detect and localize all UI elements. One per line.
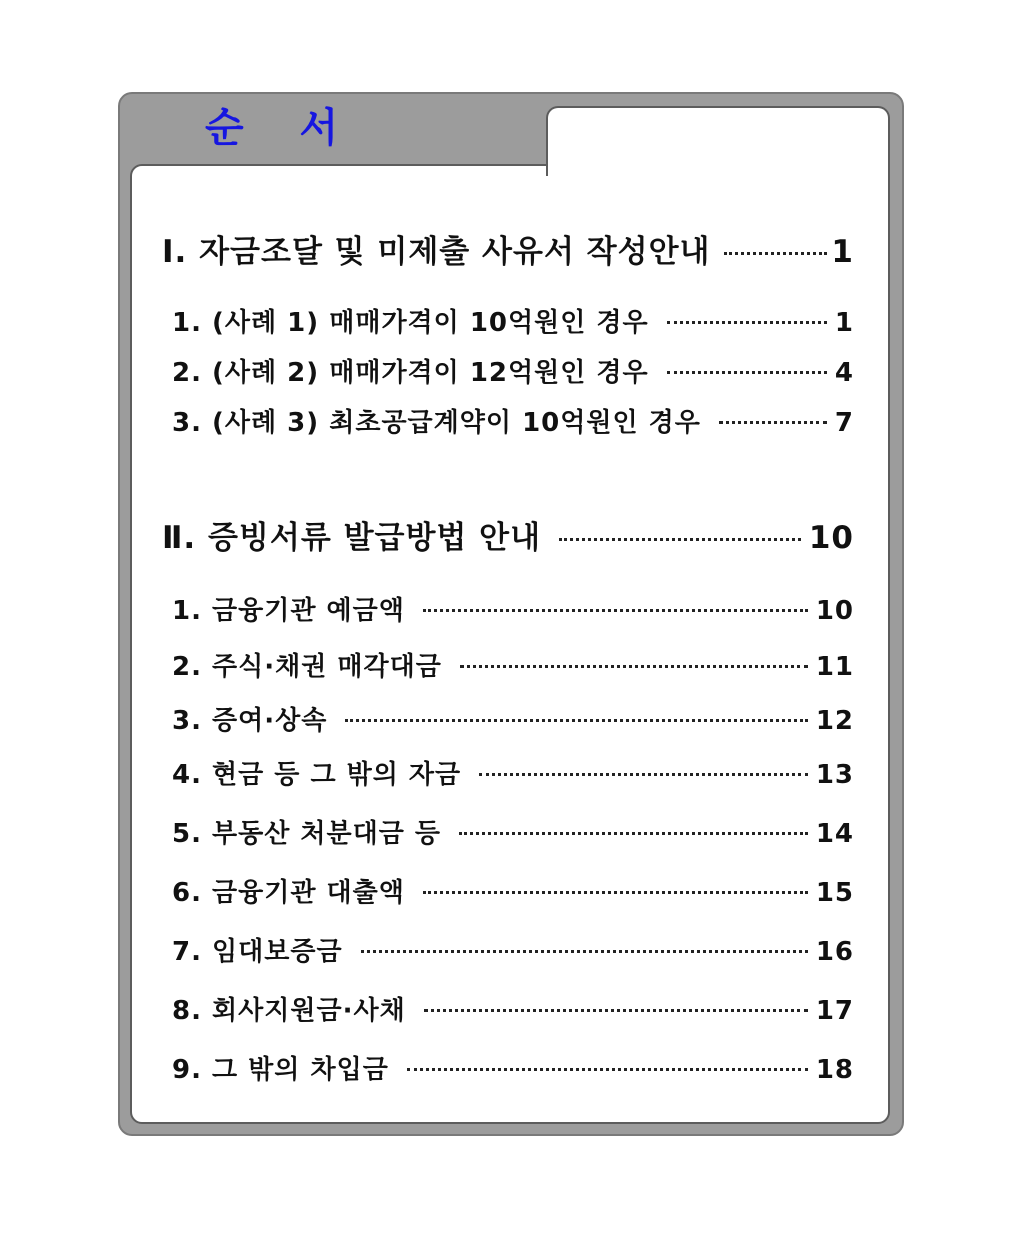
toc-item-page: 11 (815, 652, 854, 682)
toc-item-label: 8. 회사지원금·사채 (172, 996, 406, 1026)
section-1-page: 1 (831, 234, 854, 270)
toc-item-label: 2. (사례 2) 매매가격이 12억원인 경우 (172, 358, 649, 388)
dot-leader (361, 950, 808, 953)
dot-leader (423, 891, 808, 894)
toc-item-label: 1. (사례 1) 매매가격이 10억원인 경우 (172, 308, 649, 338)
toc-item-page: 14 (815, 819, 854, 849)
toc-item-label: 1. 금융기관 예금액 (172, 596, 405, 626)
toc-item-page: 15 (815, 878, 854, 908)
dot-leader (719, 421, 827, 424)
toc-item-label: 5. 부동산 처분대금 등 (172, 819, 442, 849)
toc-item[interactable] (172, 402, 854, 439)
dot-leader (559, 538, 801, 541)
toc-item-page: 10 (815, 596, 854, 626)
toc-item-label: 4. 현금 등 그 밖의 자금 (172, 760, 462, 790)
dot-leader (479, 773, 808, 776)
toc-item[interactable] (172, 352, 854, 389)
dot-leader (724, 252, 827, 255)
toc-item-label: 3. (사례 3) 최초공급계약이 10억원인 경우 (172, 408, 701, 438)
tab-joint (548, 162, 888, 178)
toc-item-page: 17 (815, 996, 854, 1026)
toc-item-label: 7. 임대보증금 (172, 937, 343, 967)
toc-item[interactable] (172, 700, 854, 737)
toc-item-label: 3. 증여·상속 (172, 706, 328, 736)
toc-item-page: 1 (834, 308, 854, 338)
toc-item[interactable] (172, 872, 854, 909)
section-2-label: Ⅱ. 증빙서류 발급방법 안내 (162, 520, 542, 556)
toc-item[interactable] (172, 302, 854, 339)
toc-item[interactable] (172, 754, 854, 791)
dot-leader (459, 832, 808, 835)
toc-item[interactable] (172, 990, 854, 1027)
dot-leader (667, 321, 827, 324)
section-1-label: Ⅰ. 자금조달 및 미제출 사유서 작성안내 (162, 234, 711, 270)
toc-item[interactable] (172, 646, 854, 683)
toc-item-label: 2. 주식·채권 매각대금 (172, 652, 442, 682)
dot-leader (345, 719, 807, 722)
dot-leader (423, 609, 808, 612)
section-2-page: 10 (808, 520, 854, 556)
toc-item-label: 6. 금융기관 대출액 (172, 878, 405, 908)
toc-item[interactable] (172, 590, 854, 627)
toc-item[interactable] (172, 931, 854, 968)
toc-item-page: 16 (815, 937, 854, 967)
dot-leader (667, 371, 827, 374)
dot-leader (460, 665, 808, 668)
toc-section-1[interactable] (162, 226, 854, 271)
toc-item-page: 18 (815, 1055, 854, 1085)
toc-item-page: 13 (815, 760, 854, 790)
dot-leader (424, 1009, 808, 1012)
toc-item-label: 9. 그 밖의 차입금 (172, 1055, 389, 1085)
toc-item[interactable] (172, 1049, 854, 1086)
dot-leader (407, 1068, 808, 1071)
toc-item-page: 12 (815, 706, 854, 736)
toc-item-page: 7 (834, 408, 854, 438)
toc-item-page: 4 (834, 358, 854, 388)
toc-item[interactable] (172, 813, 854, 850)
toc-section-2[interactable] (162, 512, 854, 557)
toc-title: 순 서 (205, 105, 338, 151)
